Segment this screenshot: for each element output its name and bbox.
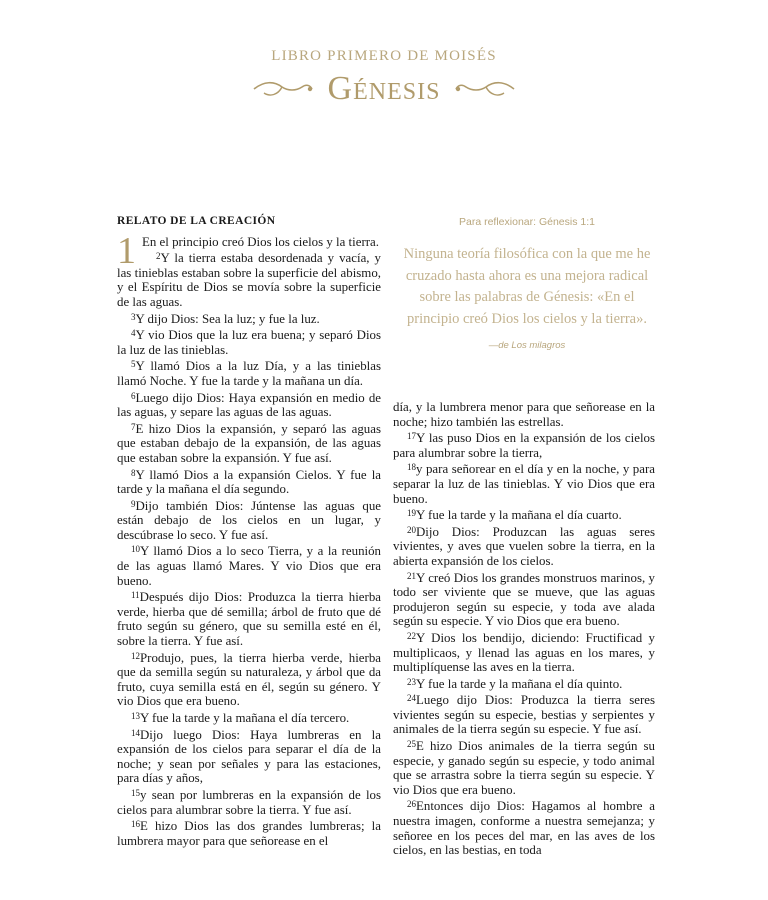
verse-11 (117, 588, 381, 648)
verse-10 (117, 542, 381, 588)
verse-number: 9 (131, 498, 136, 509)
verse-text: y sean por lumbreras en la expansión de los cielos para alumbrar sobre la tierra. Y fue así. (117, 787, 381, 817)
verse-number: 22 (407, 630, 416, 641)
verse-text: Produjo, pues, la tierra hierba verde, hierba que da semilla según su naturaleza, y árbol que da fruto, cuya semilla está en él, según su género. Y vio Dios que era bueno. (117, 650, 381, 709)
verse-number: 13 (131, 711, 140, 721)
verse-number: 8 (131, 467, 136, 478)
verse-25 (393, 737, 655, 797)
verse-text: Y fue la tarde y la mañana el día quinto. (416, 676, 623, 691)
verse-26 (393, 797, 655, 857)
verse-number: 10 (131, 544, 140, 555)
verse-4 (117, 326, 381, 357)
verse-13 (117, 709, 381, 726)
verse-text: Dijo también Dios: Júntense las aguas que están debajo de los cielos en un lugar, y descúbrase lo seco. Y fue así. (117, 498, 381, 542)
verse-8 (117, 466, 381, 497)
verse-number: 7 (131, 421, 136, 432)
verse-text: Después dijo Dios: Produzca la tierra hierba verde, hierba que dé semilla; árbol de fruto que dé fruto según su género, que su semilla esté en él, sobre la tierra. Y fue así. (117, 590, 381, 649)
verse-number: 18 (407, 462, 416, 473)
verse-number: 12 (131, 650, 140, 661)
verse-19 (393, 506, 655, 523)
page-header (0, 48, 768, 111)
verse-18 (393, 460, 655, 506)
verse-number: 24 (407, 693, 416, 704)
verse-text: Entonces dijo Dios: Hagamos al hombre a nuestra imagen, conforme a nuestra semejanza; y señoree en los peces del mar, en las aves de los cielos, en las bestias, en toda (393, 799, 655, 858)
right-verse-list (393, 429, 655, 858)
verse-23 (393, 675, 655, 692)
verse-text: Y fue la tarde y la mañana el día cuarto. (416, 508, 622, 523)
verse-text: y para señorear en el día y en la noche, y para separar la luz de las tinieblas. Y vio Dios que era bueno. (393, 462, 655, 506)
verse-number: 25 (407, 739, 416, 750)
verse-text: Y creó Dios los grandes monstruos marinos, y todo ser viviente que se mueve, que las aguas produjeron según su especie, y toda ave alada según su especie. Y vio Dios que era bueno. (393, 570, 655, 629)
verse-text: Dijo Dios: Produzcan las aguas seres vivientes, y aves que vuelen sobre la tierra, en la abierta expansión de los cielos. (393, 524, 655, 568)
verse-24 (393, 691, 655, 737)
verse-text: Y dijo Dios: Sea la luz; y fue la luz. (135, 311, 320, 326)
verse-text: Y las puso Dios en la expansión de los cielos para alumbrar sobre la tierra, (393, 431, 655, 460)
verse-number: 21 (407, 570, 416, 581)
verse-number: 17 (407, 431, 416, 442)
verse-number: 23 (407, 676, 416, 687)
verse-14 (117, 726, 381, 786)
chapter-number: 1 (117, 229, 136, 272)
verse-2 (117, 249, 381, 309)
verse-text: Luego dijo Dios: Produzca la tierra seres vivientes según su especie, bestias y serpientes y animales de la tierra según su especie. Y fue así. (393, 693, 655, 737)
verse-number: 20 (407, 524, 416, 535)
right-flourish-icon (454, 77, 516, 101)
verse-number: 15 (131, 787, 140, 798)
reflection-label: Para reflexionar: Génesis 1:1 (459, 216, 595, 228)
verse-text: Y llamó Dios a la expansión Cielos. Y fue la tarde y la mañana el día segundo. (117, 467, 381, 497)
verse-number: 16 (131, 819, 140, 830)
verse-text: Dijo luego Dios: Haya lumbreras en la expansión de los cielos para separar el día de la noche; y sean por señales y para las estaciones, para días y años, (117, 727, 381, 786)
verse-9 (117, 497, 381, 543)
verse-text: Y Dios los bendijo, diciendo: Fructificad y multiplicaos, y llenad las aguas en los mares, y multiplíquense las aves en la tierra. (393, 630, 655, 675)
section-heading: RELATO DE LA CREACIÓN (117, 215, 276, 227)
verse-text: Luego dijo Dios: Haya expansión en medio de las aguas, y separe las aguas de las aguas. (117, 390, 381, 420)
verse-text: Y fue la tarde y la mañana el día tercero. (140, 711, 350, 725)
book-subtitle: LIBRO PRIMERO DE MOISÉS (271, 48, 497, 64)
verse-21 (393, 569, 655, 629)
verse-number: 4 (131, 328, 136, 339)
verse-number: 5 (131, 359, 136, 370)
reflection-source: —de Los milagros (488, 340, 566, 351)
verse-text: E hizo Dios la expansión, y separó las aguas que estaban debajo de la expansión, de las aguas que estaban sobre la expansión. Y fue así. (117, 421, 381, 465)
left-verse-list (117, 249, 381, 848)
verse-16-continuation: día, y la lumbrera menor para que señorease en la noche; hizo también las estrellas. (393, 400, 655, 429)
verse-number: 2 (156, 251, 161, 262)
reflection-box (396, 216, 658, 351)
title-row (0, 67, 768, 111)
verse-3 (117, 310, 381, 327)
verse-6 (117, 389, 381, 420)
left-column (117, 214, 381, 848)
verse-number: 19 (407, 508, 416, 519)
reflection-quote: Ninguna teoría filosófica con la que me he cruzado hasta ahora es una mejora radical sobre las palabras de Génesis: «En el principio creó Dios los cielos y la tierra». (403, 246, 651, 327)
verse-17 (393, 429, 655, 460)
left-flourish-icon (252, 77, 314, 101)
verse-text: Y llamó Dios a la luz Día, y a las tinieblas llamó Noche. Y fue la tarde y la mañana un día. (117, 359, 381, 388)
book-title: Génesis (327, 70, 441, 107)
verse-16 (117, 817, 381, 848)
verse-22 (393, 629, 655, 675)
verse-7 (117, 420, 381, 466)
verse-20 (393, 523, 655, 569)
verse-12 (117, 649, 381, 709)
verse-text: Y llamó Dios a lo seco Tierra, y a la reunión de las aguas llamó Mares. Y vio Dios que era bueno. (117, 544, 381, 588)
verse-text: Y vio Dios que la luz era buena; y separó Dios la luz de las tinieblas. (117, 328, 381, 357)
verse-1 (117, 229, 381, 272)
verse-number: 26 (407, 799, 416, 810)
verse-text: E hizo Dios animales de la tierra según su especie, y ganado según su especie, y todo animal que se arrastra sobre la tierra según su especie. Y vio Dios que era bueno. (393, 739, 655, 797)
verse-number: 14 (131, 727, 140, 738)
verse-number: 6 (131, 390, 136, 401)
verse-text: Y la tierra estaba desordenada y vacía, y las tinieblas estaban sobre la superficie del abismo, y el Espíritu de Dios se movía sobre la superficie de las aguas. (117, 251, 381, 309)
verse-15 (117, 786, 381, 817)
verse-text: E hizo Dios las dos grandes lumbreras; la lumbrera mayor para que señorease en el (117, 819, 381, 848)
verse-text: En el principio creó Dios los cielos y la tierra. (142, 234, 379, 249)
verse-number: 11 (131, 590, 140, 601)
right-column (393, 400, 655, 858)
verse-number: 3 (131, 311, 136, 322)
verse-5 (117, 357, 381, 388)
